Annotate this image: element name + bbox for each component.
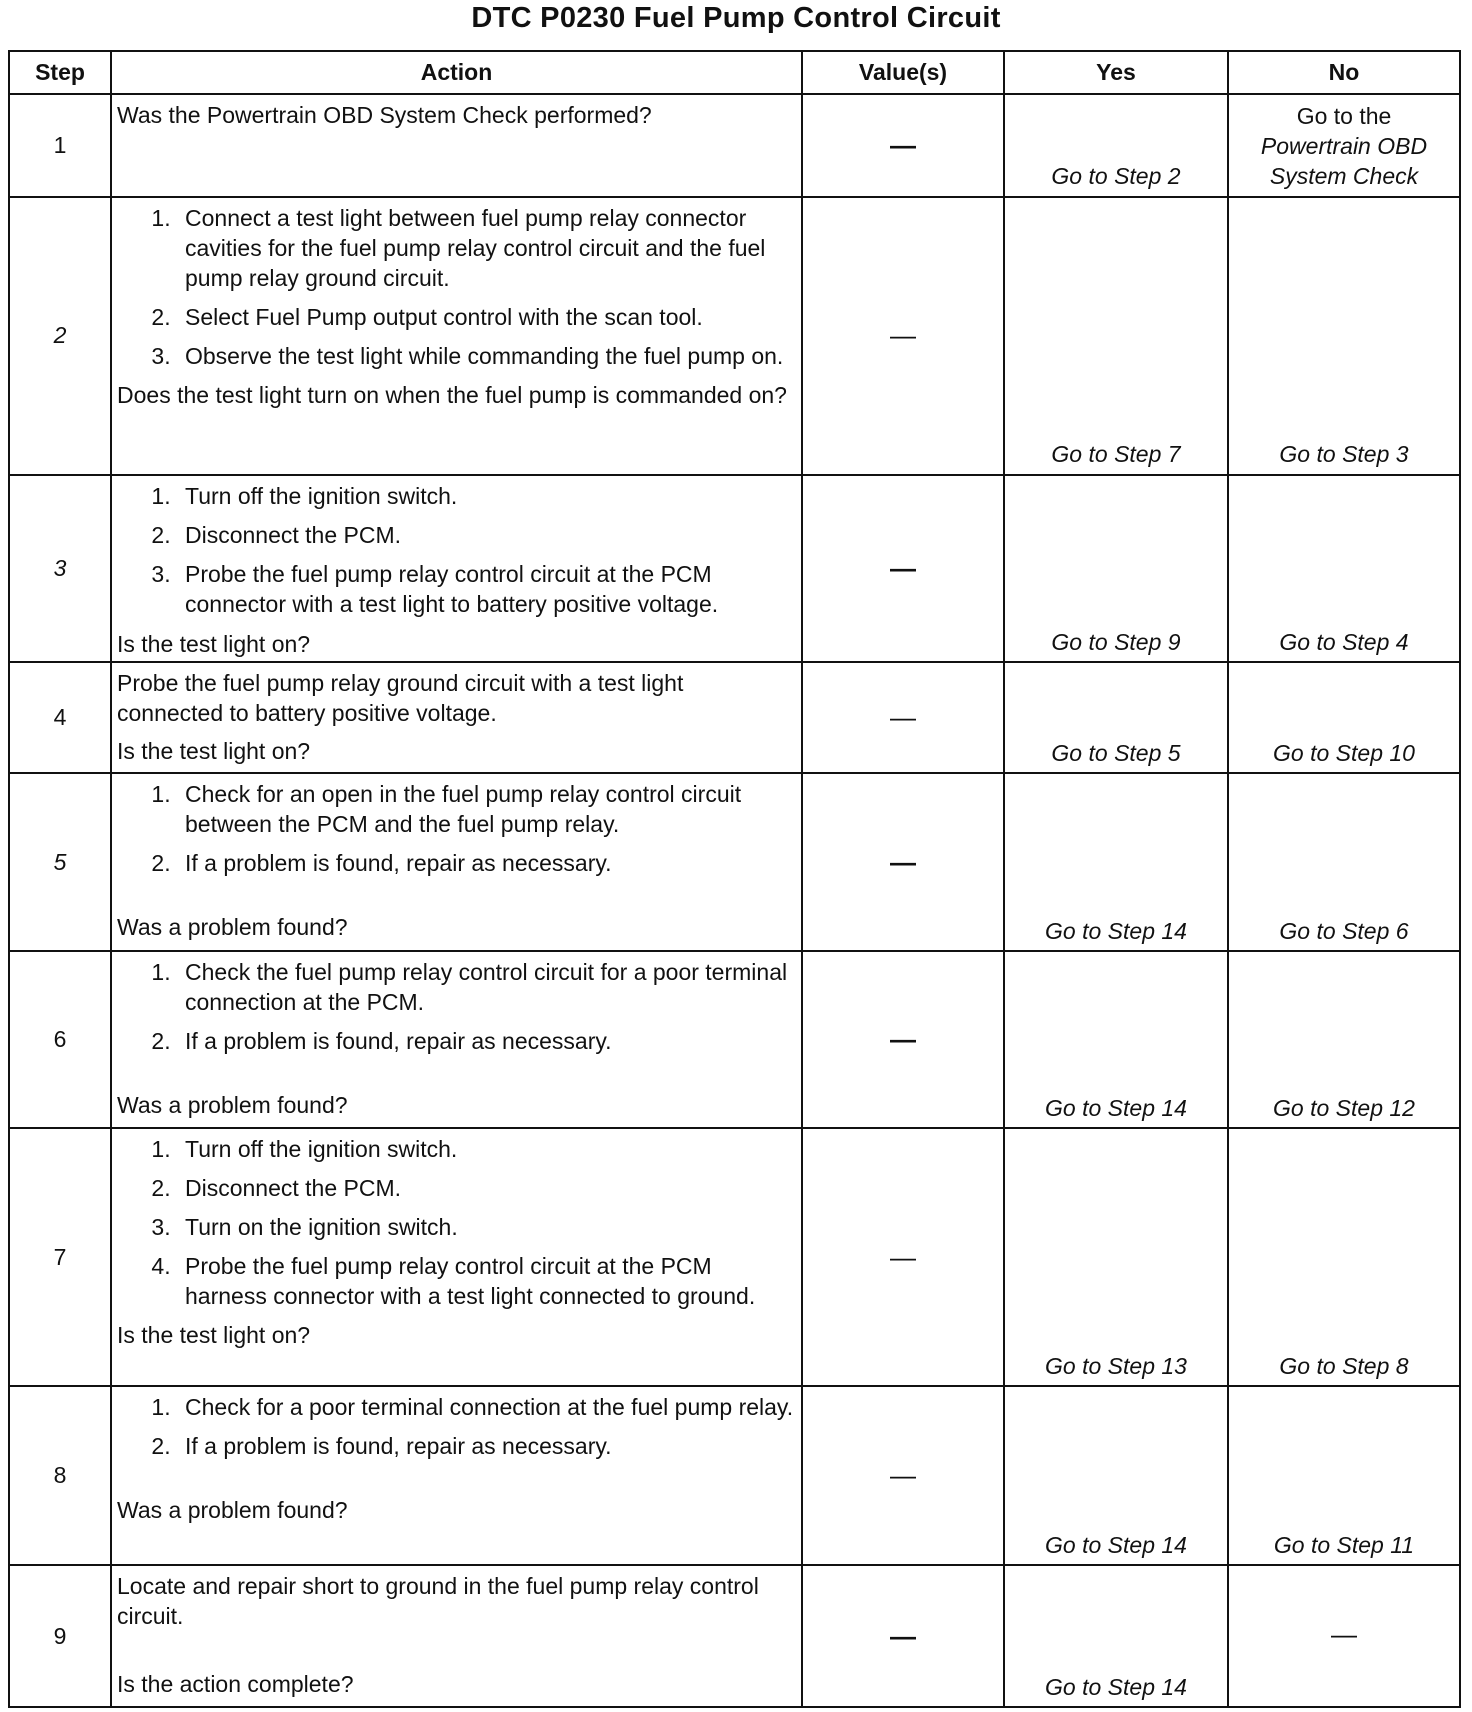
value-cell: — [802, 662, 1004, 773]
action-step: 2. Select Fuel Pump output control with the scan tool. [177, 303, 795, 333]
dtc-table [8, 50, 1461, 1708]
action-steps [117, 958, 795, 1057]
action-step: 2. Disconnect the PCM. [177, 1174, 795, 1204]
action-text: Locate and repair short to ground in the fuel pump relay control circuit. [117, 1573, 759, 1630]
action-step: 1. Check for a poor terminal connection at the fuel pump relay. [177, 1393, 795, 1423]
action-cell [111, 94, 802, 197]
action-cell [111, 1386, 802, 1565]
table-row [9, 951, 1460, 1128]
yes-cell: Go to Step 14 [1004, 1386, 1228, 1565]
action-steps [117, 1393, 795, 1462]
step-number: 3 [9, 475, 111, 662]
action-cell [111, 475, 802, 662]
step-number: 8 [9, 1386, 111, 1565]
action-question: Does the test light turn on when the fuel pump is commanded on? [117, 382, 787, 409]
value-cell: — [802, 1565, 1004, 1707]
no-line: Go to the [1296, 103, 1392, 130]
value-cell: — [802, 1386, 1004, 1565]
yes-cell: Go to Step 13 [1004, 1128, 1228, 1386]
yes-cell: Go to Step 14 [1004, 951, 1228, 1128]
action-question: Was a problem found? [117, 914, 348, 941]
action-step: 1. Turn off the ignition switch. [177, 482, 795, 512]
value-cell: — [802, 1128, 1004, 1386]
value-cell: — [802, 197, 1004, 475]
no-cell: Go to Step 12 [1228, 951, 1460, 1128]
no-cell: — [1228, 1565, 1460, 1707]
action-question: Was a problem found? [117, 1092, 348, 1119]
table-row [9, 1386, 1460, 1565]
no-cell: Go to Step 8 [1228, 1128, 1460, 1386]
action-steps [117, 482, 795, 620]
no-cell: Go to Step 11 [1228, 1386, 1460, 1565]
header-values: Value(s) [802, 51, 1004, 94]
action-text: Probe the fuel pump relay ground circuit with a test light connected to battery positive voltage. [117, 670, 684, 727]
yes-cell: Go to Step 14 [1004, 1565, 1228, 1707]
table-row [9, 773, 1460, 951]
table-row [9, 662, 1460, 773]
no-cell: Go to Step 6 [1228, 773, 1460, 951]
yes-cell: Go to Step 2 [1004, 94, 1228, 197]
table-row [9, 475, 1460, 662]
yes-cell: Go to Step 7 [1004, 197, 1228, 475]
action-question: Is the test light on? [117, 738, 311, 765]
value-cell: — [802, 475, 1004, 662]
header-action: Action [111, 51, 802, 94]
no-cell: Go to Step 10 [1228, 662, 1460, 773]
action-question: Is the action complete? [117, 1671, 354, 1698]
step-number: 4 [9, 662, 111, 773]
header-row [9, 51, 1460, 94]
no-line: System Check [1269, 163, 1419, 190]
header-yes: Yes [1004, 51, 1228, 94]
table-row [9, 197, 1460, 475]
table-row [9, 94, 1460, 197]
action-cell [111, 197, 802, 475]
action-cell [111, 773, 802, 951]
action-cell [111, 1565, 802, 1707]
step-number: 5 [9, 773, 111, 951]
header-step: Step [9, 51, 111, 94]
action-step: 3. Turn on the ignition switch. [177, 1213, 795, 1243]
action-steps [117, 780, 795, 879]
action-text: Was the Powertrain OBD System Check performed? [117, 102, 652, 128]
header-no: No [1228, 51, 1460, 94]
step-number: 6 [9, 951, 111, 1128]
action-step: 2. If a problem is found, repair as necessary. [177, 849, 795, 879]
action-step: 1. Turn off the ignition switch. [177, 1135, 795, 1165]
no-line: Powertrain OBD [1260, 133, 1428, 160]
action-steps [117, 204, 795, 371]
action-step: 1. Connect a test light between fuel pump relay connector cavities for the fuel pump relay control circuit and the fuel pump relay ground circuit. [177, 204, 795, 294]
table-row [9, 1128, 1460, 1386]
no-cell [1228, 94, 1460, 197]
action-step: 1. Check the fuel pump relay control circuit for a poor terminal connection at the PCM. [177, 958, 795, 1018]
table-row [9, 1565, 1460, 1707]
action-question: Is the test light on? [117, 630, 311, 657]
action-step: 2. Disconnect the PCM. [177, 521, 795, 551]
page-title: DTC P0230 Fuel Pump Control Circuit [471, 2, 1001, 34]
step-number: 2 [9, 197, 111, 475]
action-cell [111, 662, 802, 773]
action-cell [111, 1128, 802, 1386]
action-question: Was a problem found? [117, 1497, 348, 1524]
yes-cell: Go to Step 14 [1004, 773, 1228, 951]
action-step: 3. Observe the test light while commanding the fuel pump on. [177, 342, 795, 372]
step-number: 7 [9, 1128, 111, 1386]
no-cell: Go to Step 3 [1228, 197, 1460, 475]
step-number: 9 [9, 1565, 111, 1707]
action-question: Is the test light on? [117, 1321, 311, 1348]
value-cell: — [802, 951, 1004, 1128]
action-step: 4. Probe the fuel pump relay control circuit at the PCM harness connector with a test light connected to ground. [177, 1252, 795, 1312]
no-cell: Go to Step 4 [1228, 475, 1460, 662]
yes-cell: Go to Step 9 [1004, 475, 1228, 662]
action-steps [117, 1135, 795, 1311]
value-cell: — [802, 94, 1004, 197]
action-step: 2. If a problem is found, repair as necessary. [177, 1027, 795, 1057]
yes-cell: Go to Step 5 [1004, 662, 1228, 773]
value-cell: — [802, 773, 1004, 951]
step-number: 1 [9, 94, 111, 197]
action-step: 2. If a problem is found, repair as necessary. [177, 1432, 795, 1462]
action-step: 3. Probe the fuel pump relay control circuit at the PCM connector with a test light to battery positive voltage. [177, 560, 795, 620]
action-cell [111, 951, 802, 1128]
action-step: 1. Check for an open in the fuel pump relay control circuit between the PCM and the fuel pump relay. [177, 780, 795, 840]
